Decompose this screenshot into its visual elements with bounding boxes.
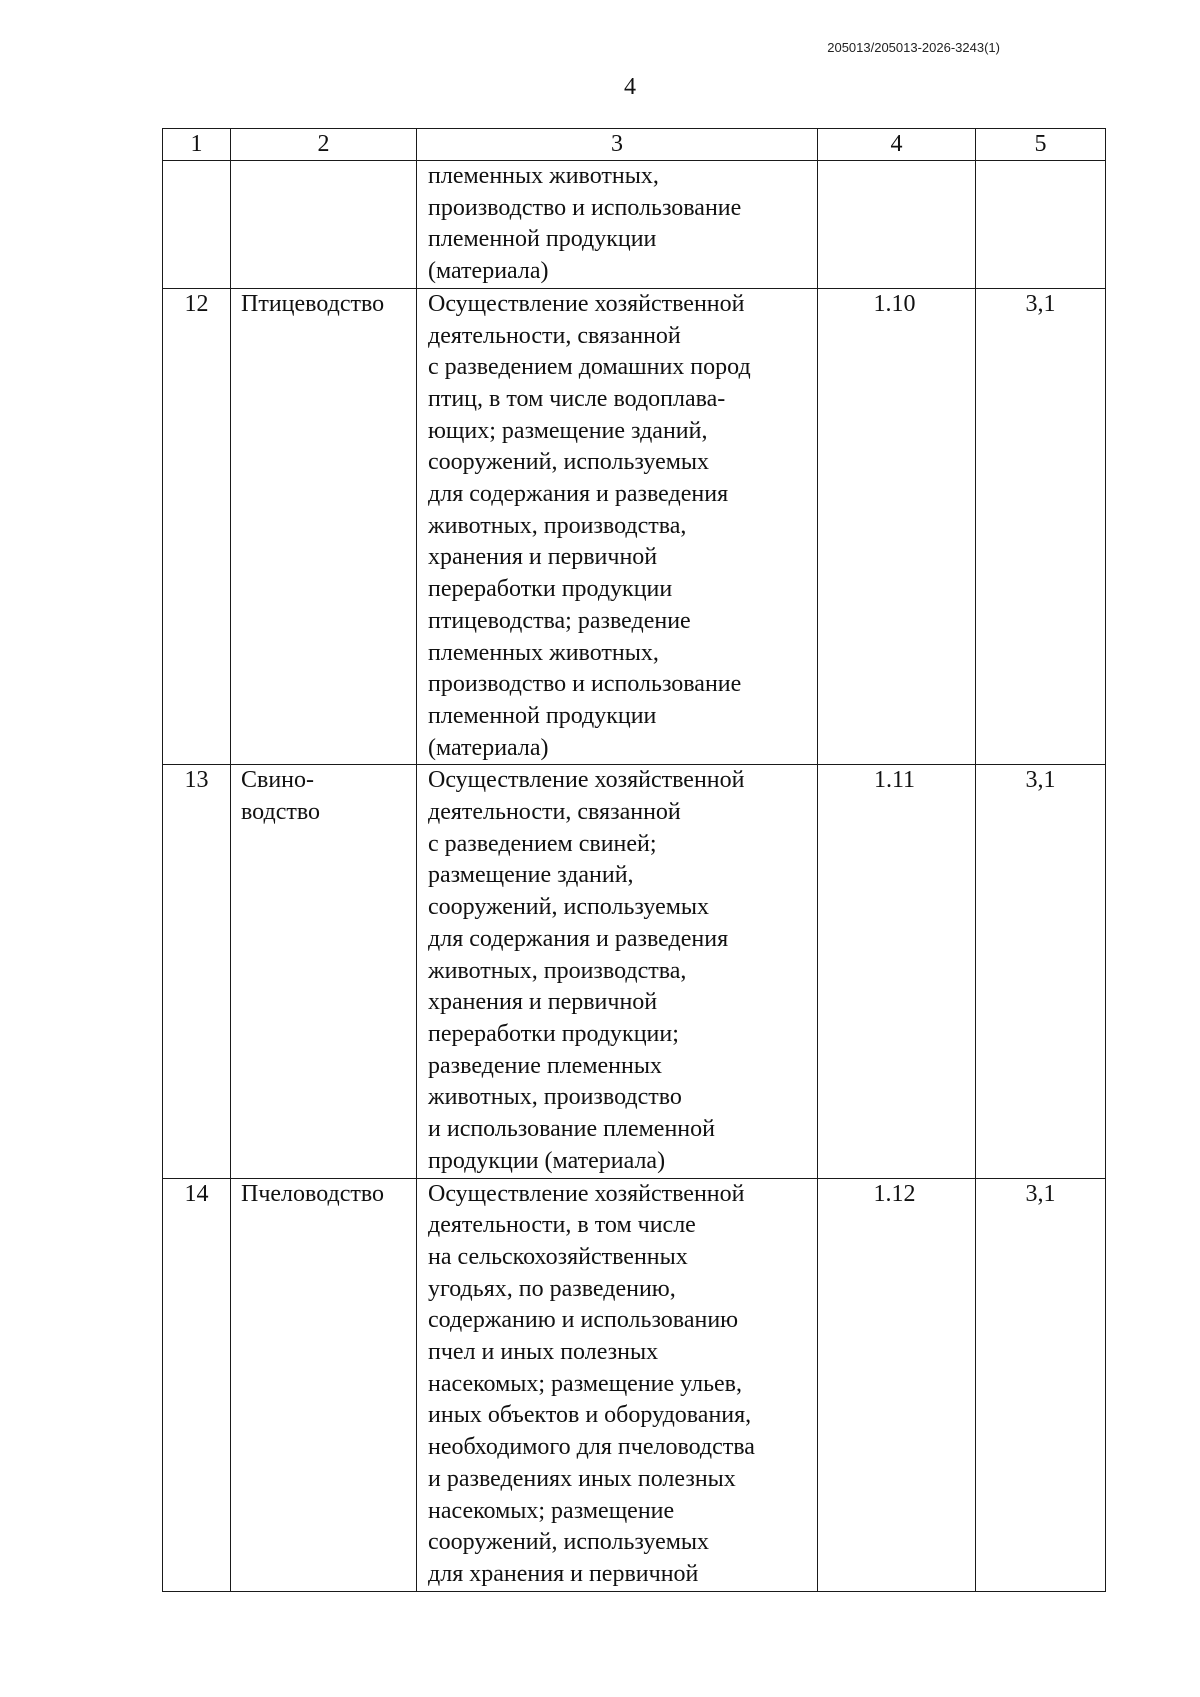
description-line: Осуществление хозяйственной — [428, 290, 745, 317]
description-line: животных, производства, — [428, 512, 687, 539]
use-type-name — [231, 765, 417, 1178]
table-row-14 — [163, 1178, 1106, 1591]
use-type-description — [417, 765, 818, 1178]
description-line: (материала) — [428, 734, 549, 761]
name-line: водство — [241, 799, 320, 826]
use-type-name — [231, 288, 417, 765]
description-line: сооружений, используемых — [428, 1529, 710, 1556]
description-line: для хранения и первичной — [428, 1560, 699, 1587]
page-number: 4 — [624, 74, 636, 100]
use-type-description — [417, 161, 818, 289]
use-type-name — [231, 161, 417, 289]
row-number: 12 — [163, 288, 231, 765]
use-type-description — [417, 288, 818, 765]
description-line: на сельскохозяйственных — [428, 1243, 688, 1270]
description-line: с разведением домашних пород — [428, 354, 751, 381]
description-line: деятельности, связанной — [428, 799, 681, 826]
table-row-13 — [163, 765, 1106, 1178]
description-line: производство и использование — [428, 671, 742, 698]
description-line: угодьях, по разведению, — [428, 1275, 676, 1302]
description-line: с разведением свиней; — [428, 830, 657, 857]
description-line: животных, производства, — [428, 957, 687, 984]
coefficient-value: 3,1 — [976, 1178, 1106, 1591]
description-line: для содержания и разведения — [428, 925, 729, 952]
column-header-1: 1 — [163, 129, 231, 161]
description-line: переработки продукции; — [428, 1020, 679, 1047]
description-line: и использование племенной — [428, 1116, 715, 1143]
use-type-code — [818, 161, 976, 289]
description-line: насекомых; размещение — [428, 1497, 675, 1524]
table-row-continuation — [163, 161, 1106, 289]
description-line: птиц, в том числе водоплава- — [428, 385, 726, 412]
description-line: хранения и первичной — [428, 989, 658, 1016]
description-line: хранения и первичной — [428, 544, 658, 571]
description-line: Осуществление хозяйственной — [428, 767, 745, 794]
description-line: птицеводства; разведение — [428, 607, 691, 634]
table-row-12 — [163, 288, 1106, 765]
column-header-5: 5 — [976, 129, 1106, 161]
document-id: 205013/205013-2026-3243(1) — [827, 40, 1000, 55]
description-line: деятельности, связанной — [428, 322, 681, 349]
column-header-4: 4 — [818, 129, 976, 161]
description-line: пчел и иных полезных — [428, 1339, 659, 1366]
description-line: содержанию и использованию — [428, 1307, 739, 1334]
column-number-row — [163, 129, 1106, 161]
description-line: племенной продукции — [428, 226, 657, 253]
coefficient-value — [976, 161, 1106, 289]
coefficient-value: 3,1 — [976, 765, 1106, 1178]
description-line: сооружений, используемых — [428, 894, 710, 921]
description-line: (материала) — [428, 258, 549, 285]
name-line: Свино- — [241, 767, 315, 794]
column-header-3: 3 — [417, 129, 818, 161]
description-line: ющих; размещение зданий, — [428, 417, 708, 444]
description-line: разведение племенных — [428, 1052, 662, 1079]
description-line: насекомых; размещение ульев, — [428, 1370, 743, 1397]
description-line: для содержания и разведения — [428, 481, 729, 508]
use-type-code: 1.10 — [818, 288, 976, 765]
description-line: племенной продукции — [428, 702, 657, 729]
description-line: деятельности, в том числе — [428, 1212, 696, 1239]
description-line: сооружений, используемых — [428, 449, 710, 476]
description-line: иных объектов и оборудования, — [428, 1402, 752, 1429]
description-line: производство и использование — [428, 194, 742, 221]
description-line: размещение зданий, — [428, 862, 634, 889]
row-number: 13 — [163, 765, 231, 1178]
column-header-2: 2 — [231, 129, 417, 161]
description-line: племенных животных, — [428, 639, 659, 666]
coefficient-value: 3,1 — [976, 288, 1106, 765]
description-line: животных, производство — [428, 1084, 682, 1111]
name-line: Пчеловодство — [241, 1180, 385, 1207]
row-number: 14 — [163, 1178, 231, 1591]
row-number — [163, 161, 231, 289]
use-type-description — [417, 1178, 818, 1591]
land-use-table — [162, 128, 1106, 1592]
use-type-name — [231, 1178, 417, 1591]
name-line: Птицеводство — [241, 290, 385, 317]
use-type-code: 1.12 — [818, 1178, 976, 1591]
description-line: продукции (материала) — [428, 1147, 666, 1174]
description-line: Осуществление хозяйственной — [428, 1180, 745, 1207]
description-line: необходимого для пчеловодства — [428, 1434, 755, 1461]
description-line: племенных животных, — [428, 163, 659, 189]
description-line: переработки продукции — [428, 576, 673, 603]
use-type-code: 1.11 — [818, 765, 976, 1178]
description-line: и разведениях иных полезных — [428, 1465, 736, 1492]
